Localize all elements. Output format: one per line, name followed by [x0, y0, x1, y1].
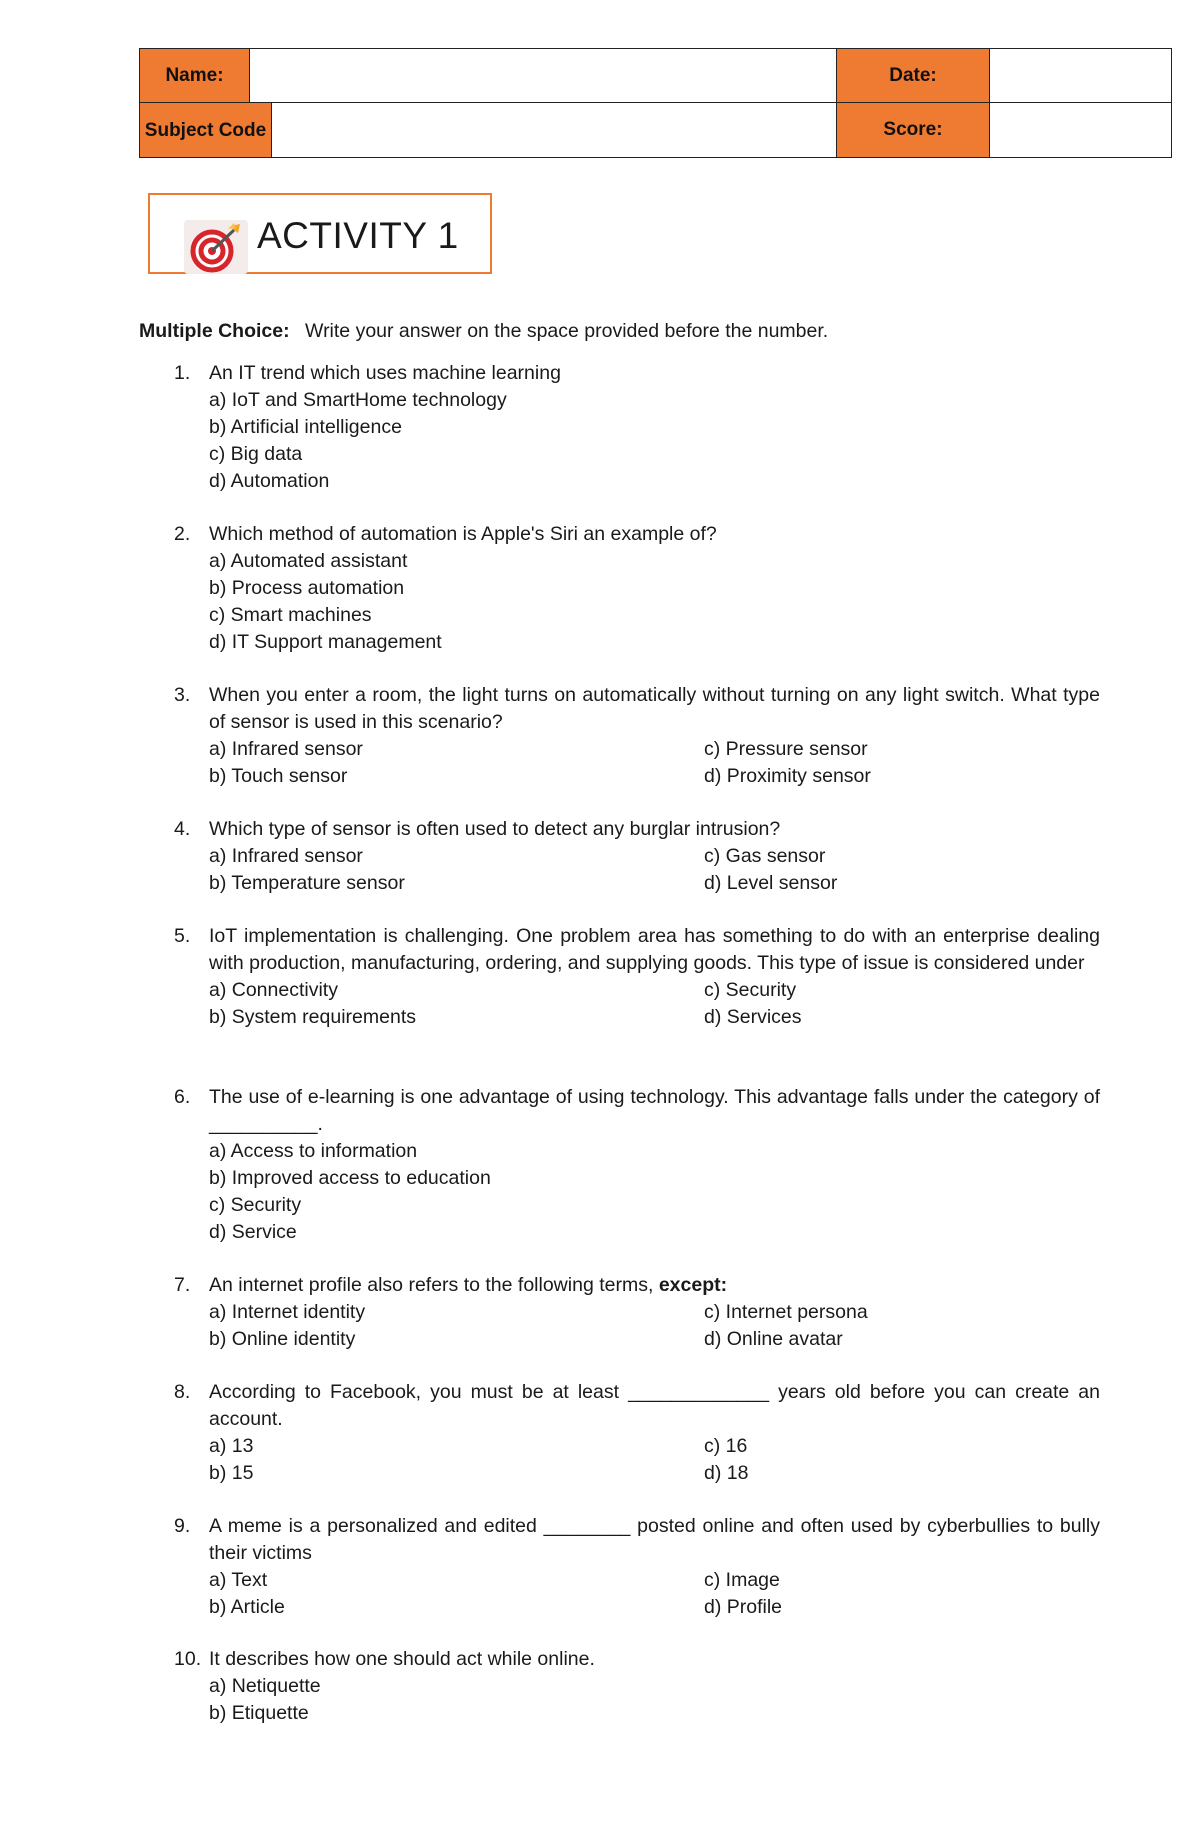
question-stem: IoT implementation is challenging. One problem area has something to do with an enterprise dealing with production, manufacturing, ordering, and supplying goods. This type of issue is considered under	[209, 925, 1100, 974]
answer-options	[209, 387, 1100, 495]
option: a) Internet identity	[209, 1301, 366, 1323]
option: b) Improved access to education	[209, 1167, 491, 1189]
question-number: 8.	[174, 1381, 191, 1403]
question-8	[174, 1379, 1100, 1487]
answer-options	[209, 1673, 1100, 1727]
option: d) Proximity sensor	[704, 765, 871, 787]
question-1	[174, 360, 1100, 495]
option: a) Connectivity	[209, 979, 338, 1001]
answer-options	[209, 1138, 1100, 1246]
option: a) Netiquette	[209, 1675, 321, 1697]
question-2	[174, 521, 1100, 656]
answer-options	[209, 548, 1100, 656]
question-9	[174, 1513, 1100, 1621]
name-label: Name:	[140, 49, 250, 103]
option: c) Image	[704, 1569, 780, 1591]
answer-options	[209, 1433, 1100, 1487]
question-stem: It describes how one should act while online.	[209, 1648, 595, 1670]
question-stem: Which method of automation is Apple's Siri an example of?	[209, 523, 717, 545]
question-stem: An IT trend which uses machine learning	[209, 362, 561, 384]
date-field[interactable]	[990, 49, 1172, 103]
option: b) Artificial intelligence	[209, 416, 402, 438]
option: a) 13	[209, 1435, 254, 1457]
instructions-text: Write your answer on the space provided before the number.	[305, 320, 829, 342]
question-5	[174, 923, 1100, 1031]
option: d) 18	[704, 1462, 749, 1484]
option: c) Gas sensor	[704, 845, 826, 867]
option: d) Online avatar	[704, 1328, 843, 1350]
student-info-table	[139, 48, 1172, 158]
option: c) Big data	[209, 443, 303, 465]
subject-code-field[interactable]	[272, 103, 837, 158]
option: c) 16	[704, 1435, 748, 1457]
option: a) Infrared sensor	[209, 845, 363, 867]
answer-options	[209, 1299, 1100, 1353]
activity-title: ACTIVITY 1	[257, 215, 459, 256]
option: a) Infrared sensor	[209, 738, 363, 760]
question-7	[174, 1272, 1100, 1353]
option: d) Level sensor	[704, 872, 838, 894]
option: d) Automation	[209, 470, 330, 492]
date-label: Date:	[837, 49, 990, 103]
question-stem: When you enter a room, the light turns on automatically without turning on any light switch. What type of sensor is used in this scenario?	[209, 684, 1100, 733]
option: d) Service	[209, 1221, 297, 1243]
option: b) Etiquette	[209, 1702, 309, 1724]
question-stem: A meme is a personalized and edited ________ posted online and often used by cyberbullies to bully their victims	[209, 1515, 1100, 1564]
option: c) Pressure sensor	[704, 738, 868, 760]
activity-banner	[148, 193, 492, 274]
score-label: Score:	[837, 103, 990, 158]
option: b) Article	[209, 1596, 285, 1618]
question-3	[174, 682, 1100, 790]
question-10	[174, 1646, 1100, 1727]
question-6	[174, 1084, 1100, 1246]
question-number: 2.	[174, 523, 191, 545]
score-field[interactable]	[990, 103, 1172, 158]
question-number: 6.	[174, 1086, 191, 1108]
option: a) Automated assistant	[209, 550, 408, 572]
question-number: 7.	[174, 1274, 191, 1296]
question-number: 5.	[174, 925, 191, 947]
instructions-label: Multiple Choice:	[139, 320, 290, 342]
question-stem-emphasis: except:	[658, 1274, 728, 1296]
question-number: 4.	[174, 818, 191, 840]
question-number: 3.	[174, 684, 191, 706]
instructions	[139, 320, 828, 343]
target-dart-icon	[184, 220, 248, 274]
question-stem: Which type of sensor is often used to detect any burglar intrusion?	[209, 818, 781, 840]
option: b) 15	[209, 1462, 254, 1484]
question-stem: The use of e-learning is one advantage of using technology. This advantage falls under the category of __________.	[209, 1086, 1100, 1135]
option: d) Profile	[704, 1596, 783, 1618]
answer-options	[209, 1567, 1100, 1621]
option: a) IoT and SmartHome technology	[209, 389, 507, 411]
option: b) Temperature sensor	[209, 872, 405, 894]
option: c) Internet persona	[704, 1301, 868, 1323]
option: b) Online identity	[209, 1328, 356, 1350]
option: d) Services	[704, 1006, 802, 1028]
subject-code-label: Subject Code	[140, 103, 272, 158]
name-field[interactable]	[250, 49, 837, 103]
option: c) Security	[704, 979, 797, 1001]
question-stem	[209, 1272, 1100, 1299]
option: c) Smart machines	[209, 604, 372, 626]
option: b) Process automation	[209, 577, 405, 599]
question-number: 10.	[174, 1648, 202, 1670]
option: b) System requirements	[209, 1006, 416, 1028]
option: d) IT Support management	[209, 631, 442, 653]
question-number: 1.	[174, 362, 191, 384]
question-number: 9.	[174, 1515, 191, 1537]
answer-options	[209, 843, 1100, 897]
option: a) Text	[209, 1569, 268, 1591]
question-4	[174, 816, 1100, 897]
answer-options	[209, 736, 1100, 790]
option: c) Security	[209, 1194, 302, 1216]
question-stem: According to Facebook, you must be at least _____________ years old before you can create an account.	[209, 1381, 1100, 1430]
answer-options	[209, 977, 1100, 1031]
question-stem-text: An internet profile also refers to the following terms,	[209, 1274, 654, 1296]
option: b) Touch sensor	[209, 765, 348, 787]
option: a) Access to information	[209, 1140, 418, 1162]
